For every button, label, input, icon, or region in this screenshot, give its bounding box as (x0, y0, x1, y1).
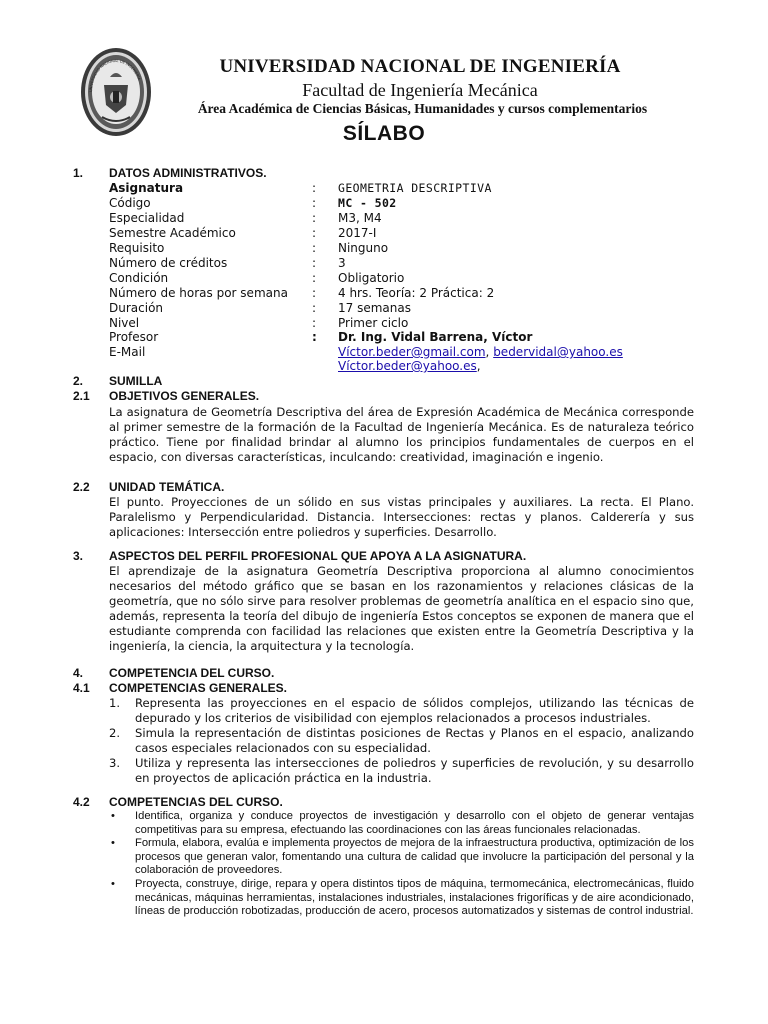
admin-colon: : (312, 301, 317, 315)
admin-colon: : (312, 271, 317, 285)
admin-colon: : (312, 181, 317, 195)
admin-label: Requisito (109, 241, 165, 255)
admin-value: MC - 502 (338, 196, 397, 210)
section-4-2-title: COMPETENCIAS DEL CURSO. (109, 795, 283, 809)
competencias-generales-list (109, 696, 694, 786)
section-4-number: 4. (73, 666, 84, 680)
admin-value: Dr. Ing. Vidal Barrena, Víctor (338, 330, 533, 344)
section-2-number: 2. (73, 374, 84, 388)
section-1-title: DATOS ADMINISTRATIVOS. (109, 166, 267, 180)
email-trailing-comma: , (476, 359, 481, 373)
admin-label: Número de créditos (109, 256, 228, 270)
list-item-text: Utiliza y representa las intersecciones de poliedros y superficies de revolución, y su desarrollo en proyectos de aplicación práctica en la industria. (135, 756, 694, 785)
bullet-icon: • (111, 877, 115, 890)
email-list-continued (338, 359, 481, 373)
document-title: SÍLABO (342, 122, 426, 145)
list-item (109, 726, 694, 756)
admin-label: Profesor (109, 330, 159, 344)
bullet-item (109, 878, 694, 919)
bullet-item (109, 810, 694, 837)
list-item-text: Representa las proyecciones en el espacio de sólidos complejos, utilizando las técnicas de depurado y los criterios de visibilidad con ejemplos relacionados a procesos industriales. (135, 696, 694, 725)
section-4-title: COMPETENCIA DEL CURSO. (109, 666, 275, 680)
admin-value: Primer ciclo (338, 316, 409, 330)
admin-value: 17 semanas (338, 301, 411, 315)
section-2-1-number: 2.1 (73, 389, 90, 403)
section-2-2-title: UNIDAD TEMÁTICA. (109, 480, 225, 494)
email-separator: , (485, 345, 494, 359)
section-4-1-number: 4.1 (73, 681, 90, 695)
admin-colon: : (312, 286, 317, 300)
admin-label: Código (109, 196, 151, 210)
bullet-icon: • (111, 837, 115, 850)
admin-value: 2017-I (338, 226, 377, 240)
admin-label: Condición (109, 271, 169, 285)
admin-label: Número de horas por semana (109, 286, 288, 300)
admin-colon: : (312, 316, 317, 330)
section-2-1-title: OBJETIVOS GENERALES. (109, 389, 260, 403)
admin-colon: : (312, 226, 317, 240)
list-item-number: 1. (109, 696, 121, 710)
section-4-2-number: 4.2 (73, 795, 90, 809)
admin-value: Obligatorio (338, 271, 405, 285)
objetivos-paragraph: La asignatura de Geometría Descriptiva del área de Expresión Académica de Mecánica corresponde al primer semestre de la formación de la Facultad de Ingeniería Mecánica. Es de naturaleza teórico práctico. Tiene por finalidad brindar al alumno los principios fundamentales de cuerpos en el espacio, con diversas características, inculcando: creatividad, imaginación e ingenio. (109, 405, 694, 464)
admin-colon: : (312, 241, 317, 255)
email-list (338, 345, 623, 359)
email-link-1[interactable]: Víctor.beder@gmail.com (338, 345, 486, 359)
admin-label: Especialidad (109, 211, 185, 225)
admin-value: GEOMETRIA DESCRIPTIVA (338, 181, 492, 195)
bullet-item-text: Formula, elabora, evalúa e implementa proyectos de mejora de la infraestructura productiva, optimización de los procesos que generan valor, fomentando una cultura de calidad que involucre la participación del personal y la colaboración de proveedores. (135, 837, 694, 877)
list-item-text: Simula la representación de distintas posiciones de Rectas y Planos en el espacio, analizando casos especiales relacionados con su especialidad. (135, 726, 694, 755)
list-item (109, 756, 694, 786)
admin-label: Semestre Académico (109, 226, 236, 240)
competencias-curso-list (109, 810, 694, 919)
admin-colon: : (312, 211, 317, 225)
admin-value: 3 (338, 256, 346, 270)
list-item-number: 3. (109, 756, 121, 770)
bullet-item-text: Proyecta, construye, dirige, repara y opera distintos tipos de máquina, termomecánica, electromecánicas, fluido mecánicas, máquinas herramientas, instalaciones industriales, instalaciones frigoríficas y de aire acondicionado, líneas de producción robotizadas, producción de acero, procesos automatizados y sistemas de control industrial. (135, 877, 694, 918)
section-2-title: SUMILLA (109, 374, 163, 388)
bullet-item (109, 837, 694, 878)
email-link-3[interactable]: Víctor.beder@yahoo.es (338, 359, 477, 373)
admin-colon: : (312, 330, 317, 344)
admin-colon: : (312, 256, 317, 270)
perfil-paragraph: El aprendizaje de la asignatura Geometría Descriptiva proporciona al alumno conocimientos necesarios del método gráfico que se basan en los razonamientos y relaciones clásicas de la geometría, que no sólo sirve para resolver problemas de geometría analítica en el espacio sino que, además, representa la teoría del dibujo de ingeniería Estos conceptos se exponen de manera que el estudiante comprenda con facilidad las relaciones que existen entre la Geometría Descriptiva y la ingeniería, la ciencia, la arquitectura y la tecnología. (109, 564, 694, 653)
admin-colon: : (312, 196, 317, 210)
section-2-2-number: 2.2 (73, 480, 90, 494)
section-3-number: 3. (73, 549, 84, 563)
email-link-2[interactable]: bedervidal@yahoo.es (493, 345, 623, 359)
university-name: UNIVERSIDAD NACIONAL DE INGENIERÍA (219, 56, 621, 77)
seal-lettering: UNIVERSIDAD NACIONAL DE INGENIERÍA (88, 58, 141, 93)
admin-label: Nivel (109, 316, 140, 330)
faculty-name: Facultad de Ingeniería Mecánica (302, 80, 538, 100)
admin-label: Duración (109, 301, 164, 315)
academic-area: Área Académica de Ciencias Básicas, Humanidades y cursos complementarios (197, 101, 648, 116)
unidad-tematica-paragraph: El punto. Proyecciones de un sólido en sus vistas principales y auxiliares. La recta. El Plano. Paralelismo y Perpendicularidad. Distancia. Intersecciones: rectas y planos. Calderería y sus aplicaciones: Intersección entre poliedros y superficies. Desarrollo. (109, 495, 694, 539)
bullet-icon: • (111, 810, 115, 822)
bullet-item-text: Identifica, organiza y conduce proyectos de investigación y desarrollo con el objeto de generar ventajas competitivas para su empresa, efectuando las coordinaciones con las áreas funcionales relacionadas. (135, 810, 694, 836)
admin-value: 4 hrs. Teoría: 2 Práctica: 2 (338, 286, 495, 300)
list-item (109, 696, 694, 726)
section-1-number: 1. (73, 166, 84, 180)
admin-value: M3, M4 (338, 211, 382, 225)
section-3-title: ASPECTOS DEL PERFIL PROFESIONAL QUE APOYA A LA ASIGNATURA. (109, 549, 527, 563)
section-4-1-title: COMPETENCIAS GENERALES. (109, 681, 288, 695)
admin-label: Asignatura (109, 181, 184, 195)
list-item-number: 2. (109, 726, 121, 740)
admin-value: Ninguno (338, 241, 389, 255)
admin-label: E-Mail (109, 345, 146, 359)
